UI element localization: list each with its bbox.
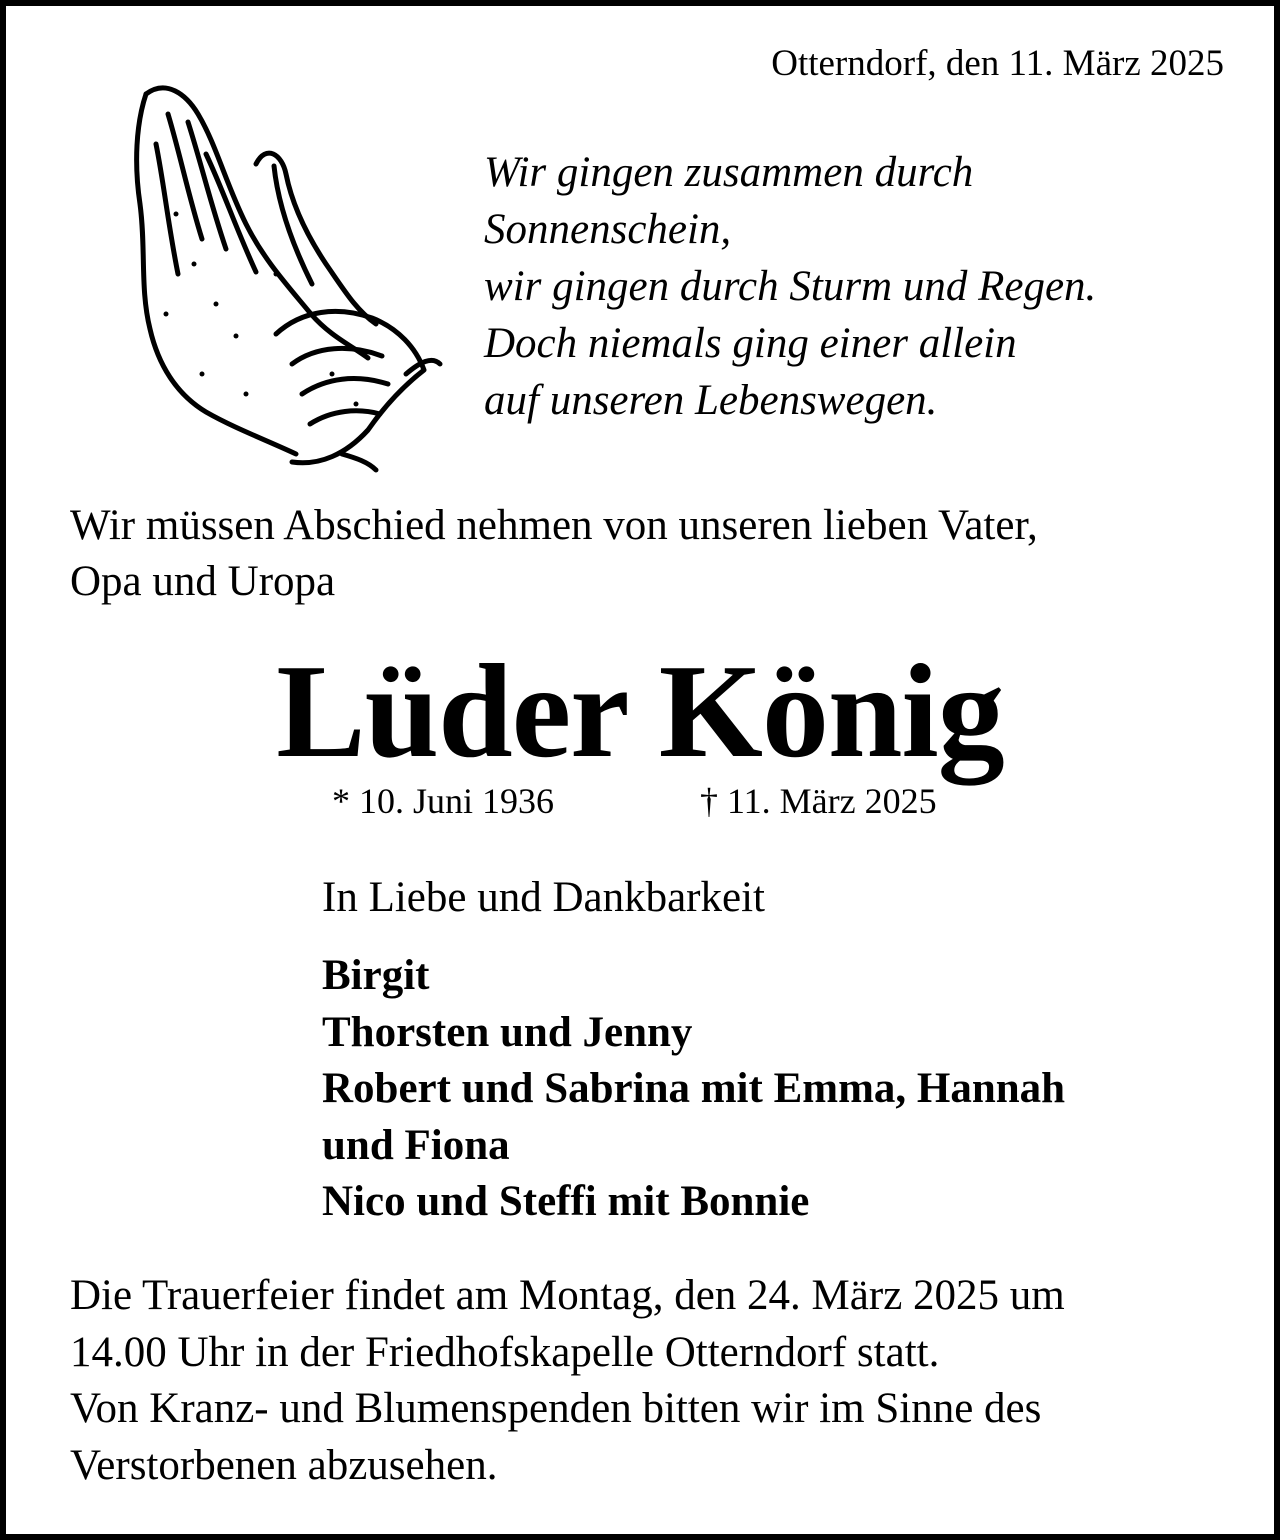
service-info xyxy=(70,1268,1065,1494)
mourner-line: und Fiona xyxy=(322,1121,510,1169)
poem-line: auf unseren Lebenswegen. xyxy=(484,377,938,424)
mourners-list xyxy=(322,948,1065,1231)
poem-line: Wir gingen zusammen durch xyxy=(484,149,974,196)
service-line: Von Kranz- und Blumenspenden bitten wir im Sinne des xyxy=(70,1385,1042,1432)
intro-line: Wir müssen Abschied nehmen von unseren lieben Vater, xyxy=(70,502,1038,549)
poem-line: wir gingen durch Sturm und Regen. xyxy=(484,263,1097,310)
service-line: Die Trauerfeier findet am Montag, den 24. März 2025 um xyxy=(70,1272,1065,1319)
praying-hands-icon xyxy=(106,74,446,474)
deceased-name: Lüder König xyxy=(276,637,1004,785)
mourner-line: Birgit xyxy=(322,952,430,999)
intro-line: Opa und Uropa xyxy=(70,558,336,605)
mourner-line: Nico und Steffi mit Bonnie xyxy=(322,1178,810,1225)
birth-date: * 10. Juni 1936 xyxy=(332,781,555,821)
thanks-text: In Liebe und Dankbarkeit xyxy=(322,874,765,921)
poem-line: Sonnenschein, xyxy=(484,206,732,253)
service-line: Verstorbenen abzusehen. xyxy=(70,1441,498,1489)
place-date: Otterndorf, den 11. März 2025 xyxy=(771,43,1224,84)
poem xyxy=(484,144,1096,429)
poem-line: Doch niemals ging einer allein xyxy=(484,320,1017,367)
death-date: † 11. März 2025 xyxy=(700,781,937,821)
service-line: 14.00 Uhr in der Friedhofskapelle Otterndorf statt. xyxy=(70,1328,940,1376)
intro-text xyxy=(70,498,1038,610)
mourner-line: Thorsten und Jenny xyxy=(322,1008,693,1056)
mourner-line: Robert und Sabrina mit Emma, Hannah xyxy=(322,1065,1066,1112)
